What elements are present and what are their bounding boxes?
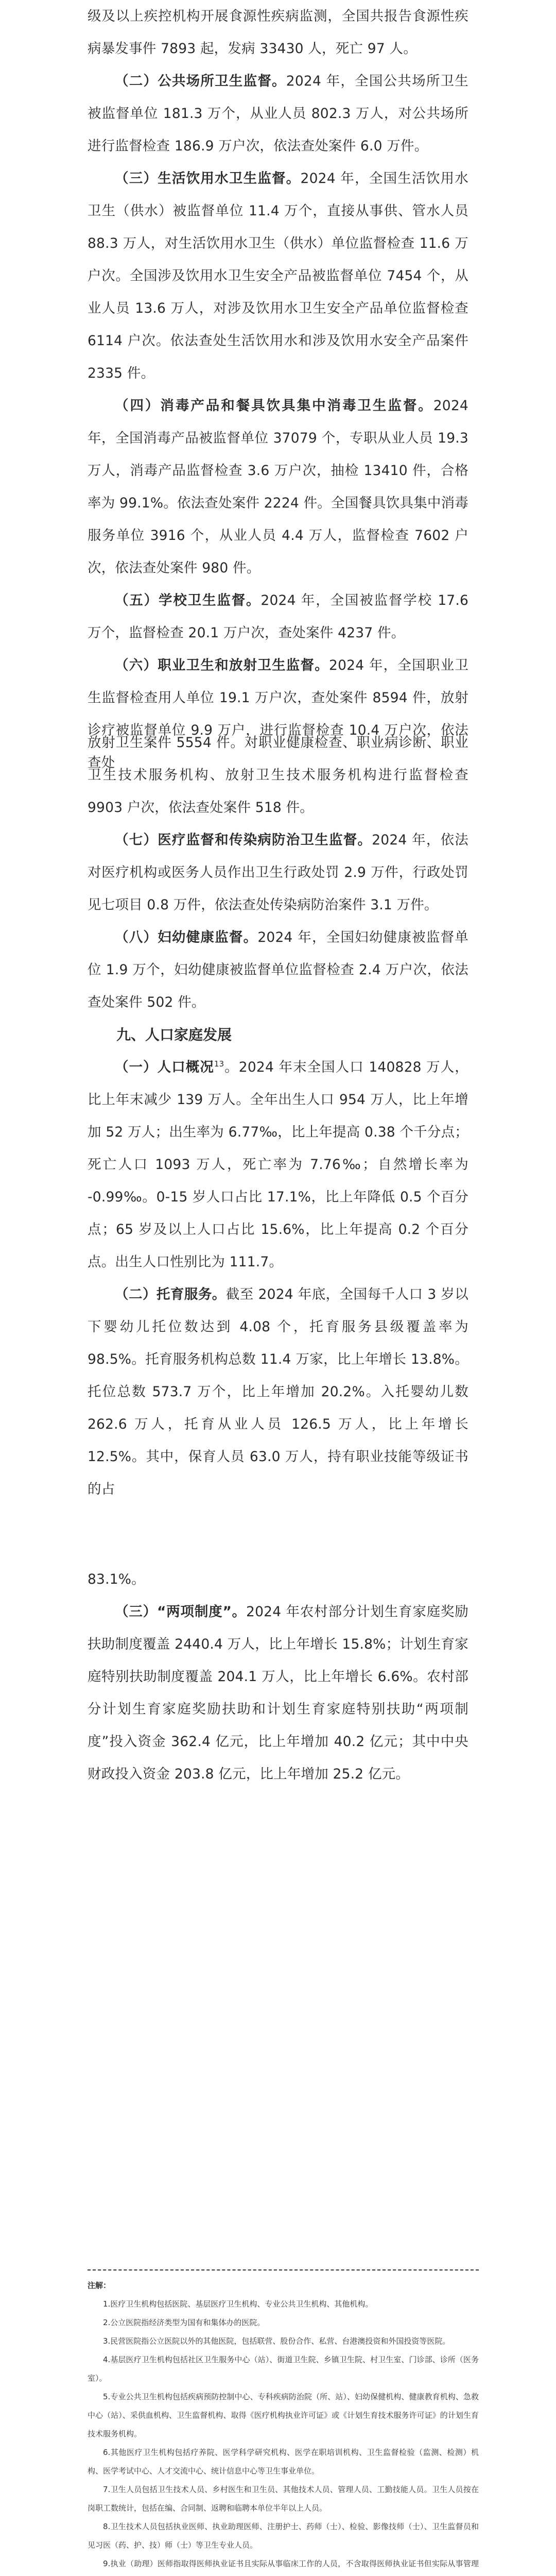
footnote-divider bbox=[88, 2269, 479, 2270]
content-section-2 bbox=[88, 726, 468, 1505]
footnotes-title: 注解： bbox=[88, 2281, 111, 2290]
subheading-population-overview: （一）人口概况 bbox=[115, 1059, 214, 1075]
section-heading-population: 九、人口家庭发展 bbox=[116, 1026, 232, 1043]
subheading-medical-supervision: （七）医疗监督和传染病防治卫生监督。 bbox=[115, 832, 372, 848]
paragraph-maternal-child bbox=[88, 921, 468, 1019]
content-section-3 bbox=[88, 1563, 468, 1790]
text-two-systems: 2024 年农村部分计划生育家庭奖励扶助制度覆盖 2440.4 万人，比上年增长 15.8%；计划生育家庭特别扶助制度覆盖 204.1 万人，比上年增长 6.6%。农村部分计划生育家庭奖励扶助和计划生育家庭特别扶助“两项制度”投入资金 362.4 亿元，比上年增加 40.2 亿元；其中中央财政投入资金 203.8 亿元，比上年增加 25.2 亿元。 bbox=[88, 1604, 468, 1782]
subheading-occupational-radiation: （六）职业卫生和放射卫生监督。 bbox=[115, 657, 329, 673]
text-disinfection: 2024 年，全国消毒产品被监督单位 37079 个，专职从业人员 19.3 万人，消毒产品监督检查 3.6 万户次，抽检 13410 件，合格率为 99.1%。依法查处案件 2224 件。全国餐具饮具集中消毒服务单位 3916 个，从业人员 4.4 万人，监督检查 7602 户次，依法查处案件 980 件。 bbox=[88, 398, 468, 576]
subheading-school-health: （五）学校卫生监督。 bbox=[115, 592, 261, 608]
subheading-drinking-water: （三）生活饮用水卫生监督。 bbox=[115, 171, 301, 187]
footnote-item: 9.执业（助理）医师指取得医师执业证书且实际从事临床工作的人员，不含取得医师执业证书但实际从事管理 bbox=[103, 2559, 479, 2568]
footnote-ref-13: 13 bbox=[214, 1059, 224, 1069]
subheading-childcare: （二）托育服务。 bbox=[115, 1286, 226, 1302]
footnote-item: 2.公立医院指经济类型为国有和集体办的医院。 bbox=[103, 2318, 265, 2327]
text-maternal-child: 2024 年，全国妇幼健康被监督单位 1.9 万个，妇幼健康被监督单位监督检查 2.4 万户次，依法查处案件 502 件。 bbox=[88, 929, 469, 1010]
text-population-overview: 。2024 年末全国人口 140828 万人，比上年末减少 139 万人。全年出生人口 954 万人，比上年增加 52 万人；出生率为 6.77‰，比上年提高 0.38 个千分点；死亡人口 1093 万人，死亡率为 7.76‰；自然增长率为 -0.99‰。0-15 岁人口占比 17.1%，比上年降低 0.5 个百分点；65 岁及以上人口占比 15.6%，比上年提高 0.2 个百分点。出生人口性别比为 111.7。 bbox=[88, 1059, 468, 1270]
footnote-item: 8.卫生技术人员包括执业医师、执业助理医师、注册护士、药师（士）、检验、影像技师（士）、卫生监督员和见习医（药、护、技）师（士）等卫生专业人员。 bbox=[88, 2522, 479, 2550]
text-childcare: 截至 2024 年底，全国每千人口 3 岁以下婴幼儿托位数达到 4.08 个，托育服务县级覆盖率为 98.5%。托育服务机构总数 11.4 万家，比上年增长 13.8%。托位总数 573.7 万个，比上年增加 20.2%。入托婴幼儿数 262.6 万人，托育从业人员 126.5 万人，比上年增长 12.5%。其中，保育人员 63.0 万人，持有职业技能等级证书的占 bbox=[88, 1286, 468, 1497]
footnote-item: 4.基层医疗卫生机构包括社区卫生服务中心（站）、街道卫生院、乡镇卫生院、村卫生室、门诊部、诊所（医务室）。 bbox=[88, 2355, 479, 2383]
paragraph-public-places bbox=[88, 65, 468, 162]
paragraph-disinfection bbox=[88, 389, 468, 584]
paragraph-population-overview bbox=[88, 1051, 468, 1278]
subheading-public-places: （二）公共场所卫生监督。 bbox=[115, 73, 286, 89]
footnote-item: 6.其他医疗卫生机构包括疗养院、医学科学研究机构、医学在职培训机构、卫生监督检验（监测、检测）机构、医学考试中心、人才交流中心、统计信息中心等卫生事业单位。 bbox=[88, 2448, 479, 2476]
footnote-item: 5.专业公共卫生机构包括疾病预防控制中心、专科疾病防治院（所、站）、妇幼保健机构、健康教育机构、急救中心（站）、采供血机构、卫生监督机构、取得《医疗机构执业许可证》或《计划生育技术服务许可证》的计划生育技术服务机构。 bbox=[88, 2392, 479, 2438]
paragraph-radiation-cases: 放射卫生案件 5554 件。对职业健康检查、职业病诊断、职业卫生技术服务机构、放射卫生技术服务机构进行监督检查 9903 户次，依法查处案件 518 件。 bbox=[88, 735, 468, 816]
paragraph-drinking-water bbox=[88, 162, 468, 389]
text-school-health: 2024 年，全国被监督学校 17.6 万个，监督检查 20.1 万户次，查处案件 4237 件。 bbox=[88, 592, 469, 641]
paragraph-childcare-continued: 83.1%。 bbox=[88, 1571, 145, 1587]
text-drinking-water: 2024 年，全国生活饮用水卫生（供水）被监督单位 11.4 万个，直接从事供、管水人员 88.3 万人，对生活饮用水卫生（供水）单位监督检查 11.6 万户次。全国涉及饮用水卫生安全产品被监督单位 7454 个，从业人员 13.6 万人，对涉及饮用水卫生安全产品单位监督检查 6114 户次。依法查处生活饮用水和涉及饮用水安全产品案件 2335 件。 bbox=[88, 171, 468, 381]
text-medical-supervision: 2024 年，依法对医疗机构或医务人员作出卫生行政处罚 2.9 万件，行政处罚见七项目 0.8 万件，依法查处传染病防治案件 3.1 万件。 bbox=[88, 832, 468, 913]
content-section-1 bbox=[88, 0, 468, 779]
paragraph-two-systems bbox=[88, 1596, 468, 1790]
text-occupational-radiation: 2024 年，全国职业卫生监督检查用人单位 19.1 万户次，查处案件 8594 件，放射诊疗被监督单位 9.9 万户，进行监督检查 10.4 万户次，依法查处 bbox=[88, 657, 469, 771]
subheading-disinfection: （四）消毒产品和餐具饮具集中消毒卫生监督。 bbox=[115, 398, 433, 414]
paragraph-foodborne-monitoring: 级及以上疾控机构开展食源性疾病监测，全国共报告食源性疾病暴发事件 7893 起，发病 33430 人，死亡 97 人。 bbox=[88, 8, 468, 57]
footnote-item: 1.医疗卫生机构包括医院、基层医疗卫生机构、专业公共卫生机构、其他机构。 bbox=[103, 2299, 373, 2309]
footnotes bbox=[88, 2269, 479, 2576]
subheading-two-systems: （三）“两项制度”。 bbox=[115, 1604, 247, 1620]
footnote-item: 7.卫生人员包括卫生技术人员、乡村医生和卫生员、其他技术人员、管理人员、工勤技能人员。卫生人员按在岗职工数统计，包括在编、合同制、返聘和临聘本单位半年以上人员。 bbox=[88, 2485, 479, 2513]
paragraph-medical-supervision bbox=[88, 824, 468, 921]
footnote-item: 3.民营医院指公立医院以外的其他医院，包括联营、股份合作、私营、台港澳投资和外国投资等医院。 bbox=[103, 2336, 450, 2346]
paragraph-childcare bbox=[88, 1278, 468, 1505]
text-public-places: 2024 年，全国公共场所卫生被监督单位 181.3 万个，从业人员 802.3 万人，对公共场所进行监督检查 186.9 万户次，依法查处案件 6.0 万件。 bbox=[88, 73, 468, 154]
paragraph-school-health bbox=[88, 584, 468, 649]
subheading-maternal-child: （八）妇幼健康监督。 bbox=[115, 929, 258, 945]
footnotes-list bbox=[88, 2295, 479, 2576]
